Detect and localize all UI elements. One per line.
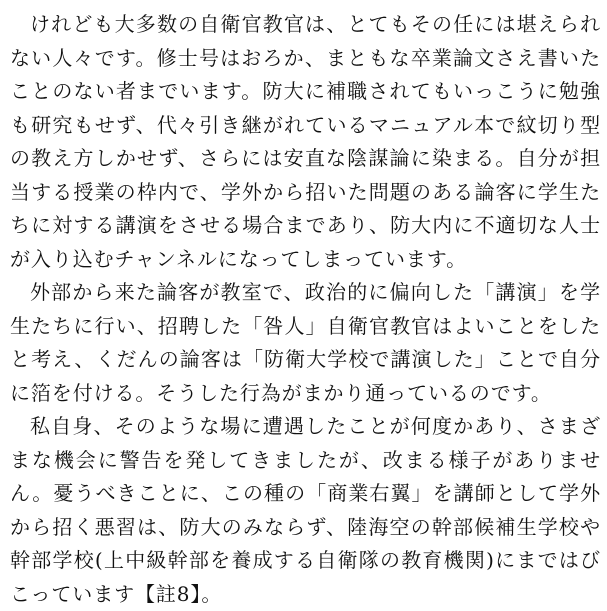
paragraph-2: 外部から来た論客が教室で、政治的に偏向した「講演」を学生たちに行い、招聘した「咎人」自衛官教官はよいことをしたと考え、くだんの論客は「防衛大学校で講演した」ことで自分に箔を付ける。そうした行為がまかり通っているのです。 [10,280,601,405]
paragraph-3: 私自身、そのような場に遭遇したことが何度かあり、さまざまな機会に警告を発してきましたが、改まる様子がありません。憂うべきことに、この種の「商業右翼」を講師として学外から招く悪習は、防大のみならず、陸海空の幹部候補生学校や幹部学校(上中級幹部を養成する自衛隊の教育機関)にまではびこっています【註8】。 [10,414,601,606]
paragraph-1: けれども大多数の自衛官教官は、とてもその任には堪えられない人々です。修士号はおろか、まともな卒業論文さえ書いたことのない者までいます。防大に補職されてもいっこうに勉強も研究もせず、代々引き継がれているマニュアル本で紋切り型の教え方しかせず、さらには安直な陰謀論に染まる。自分が担当する授業の枠内で、学外から招いた問題のある論客に学生たちに対する講演をさせる場合まであり、防大内に不適切な人士が入り込むチャンネルになってしまっています。 [10,12,601,271]
